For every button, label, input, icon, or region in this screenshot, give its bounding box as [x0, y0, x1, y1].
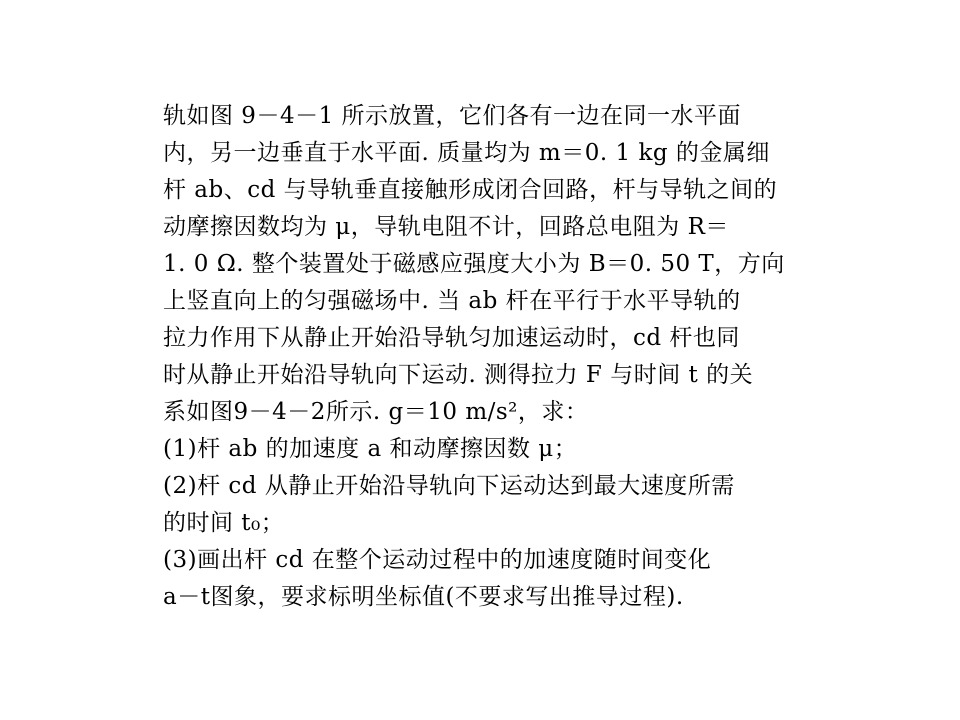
text-line-4: 动摩擦因数均为 μ，导轨电阻不计，回路总电阻为 R＝: [163, 214, 729, 240]
question-2: (2)杆 cd 从静止开始沿导轨向下运动达到最大速度所需: [163, 473, 735, 499]
text-line-9: 系如图9－4－2所示. g＝10 m/s²，求：: [163, 399, 589, 425]
text-line-8: 时从静止开始沿导轨向下运动. 测得拉力 F 与时间 t 的关: [163, 362, 754, 388]
question-3: (3)画出杆 cd 在整个运动过程中的加速度随时间变化: [163, 547, 712, 573]
text-line-6: 上竖直向上的匀强磁场中. 当 ab 杆在平行于水平导轨的: [163, 288, 741, 314]
text-line-2: 内，另一边垂直于水平面. 质量均为 m＝0. 1 kg 的金属细: [163, 140, 770, 166]
question-2-continued: 的时间 t₀；: [163, 510, 285, 536]
text-line-3: 杆 ab、cd 与导轨垂直接触形成闭合回路，杆与导轨之间的: [163, 177, 778, 203]
text-line-1: 轨如图 9－4－1 所示放置，它们各有一边在同一水平面: [163, 103, 742, 129]
question-1: (1)杆 ab 的加速度 a 和动摩擦因数 μ；: [163, 436, 578, 462]
text-line-7: 拉力作用下从静止开始沿导轨匀加速运动时，cd 杆也同: [163, 325, 740, 351]
text-line-5: 1. 0 Ω. 整个装置处于磁感应强度大小为 B＝0. 50 T，方向: [163, 251, 785, 277]
question-3-continued: a－t图象，要求标明坐标值(不要求写出推导过程).: [163, 584, 684, 610]
physics-problem-text: [163, 98, 803, 616]
